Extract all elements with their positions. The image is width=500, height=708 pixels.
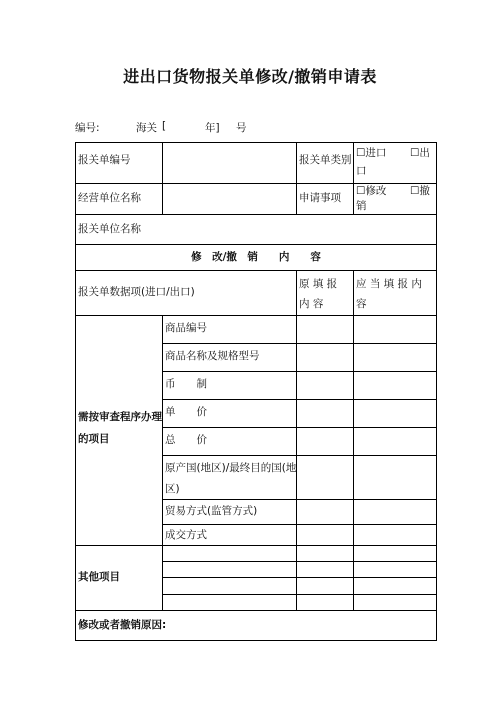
number-label: 编号: [75, 122, 100, 134]
row-line [162, 399, 437, 400]
column-line [353, 270, 354, 610]
row-line [162, 561, 437, 562]
application-item-label: 申请事项 [299, 192, 341, 204]
row-line [75, 640, 437, 641]
item-total-price: 总 价 [165, 434, 207, 446]
column-line [296, 270, 297, 610]
modify-checkbox[interactable]: ☐修改 [356, 185, 387, 197]
item-origin-country-2: 区) [165, 483, 180, 495]
other-items-label: 其他项目 [78, 571, 120, 583]
row-line [75, 315, 437, 316]
export-checkbox[interactable]: ☐出 [410, 147, 430, 159]
original-content-header: 原 填 报 [299, 278, 338, 290]
cancel-checkbox-text: 销 [356, 200, 367, 212]
year-label: 年] [205, 122, 220, 134]
row-line [162, 371, 437, 372]
company-label: 经营单位名称 [78, 192, 141, 204]
declaration-no-label: 报关单编号 [78, 154, 131, 166]
section-title: 修 改/撤 销 内 容 [191, 251, 321, 263]
column-line [75, 142, 76, 641]
declaration-type-label: 报关单类别 [299, 154, 352, 166]
item-trade-mode: 贸易方式(监管方式) [165, 505, 258, 517]
correct-content-header-2: 容 [356, 298, 367, 310]
original-content-header-2: 内 容 [299, 298, 324, 310]
row-line [75, 142, 437, 143]
correct-content-header: 应 当 填 报 内 [356, 278, 422, 290]
bracket-open: [ [162, 120, 167, 132]
row-line [162, 524, 437, 525]
column-line [162, 315, 163, 610]
review-group-label: 需按审查程序办理 [78, 411, 162, 423]
row-line [162, 594, 437, 595]
import-checkbox[interactable]: ☐进口 [356, 147, 387, 159]
form-title: 进出口货物报关单修改/撤销申请表 [123, 67, 377, 86]
row-line [162, 499, 437, 500]
row-line [75, 545, 437, 546]
row-line [162, 577, 437, 578]
column-line [162, 142, 163, 214]
item-unit-price: 单 价 [165, 406, 207, 418]
row-line [162, 343, 437, 344]
row-line [75, 270, 437, 271]
row-line [75, 610, 437, 611]
item-commodity-code: 商品编号 [165, 322, 207, 334]
number-suffix: 号 [236, 122, 247, 134]
column-line [436, 142, 437, 641]
item-origin-country: 原产国(地区)/最终目的国(地 [165, 462, 297, 474]
row-line [75, 214, 437, 215]
column-line [296, 142, 297, 214]
item-currency: 币 制 [165, 378, 207, 390]
reason-label: 修改或者撤销原因: [78, 619, 167, 631]
customs-declarant-label: 报关单位名称 [78, 223, 141, 235]
column-line [353, 142, 354, 214]
item-transaction-mode: 成交方式 [165, 529, 207, 541]
row-line [162, 455, 437, 456]
cancel-checkbox[interactable]: ☐撤 [410, 185, 430, 197]
export-checkbox-text: 口 [356, 165, 367, 177]
customs-label: 海关 [136, 122, 157, 134]
row-line [75, 244, 437, 245]
data-item-header: 报关单数据项(进口/出口) [78, 286, 195, 298]
review-group-label-2: 的项目 [78, 433, 110, 445]
item-commodity-name: 商品名称及规格型号 [165, 350, 260, 362]
row-line [162, 427, 437, 428]
